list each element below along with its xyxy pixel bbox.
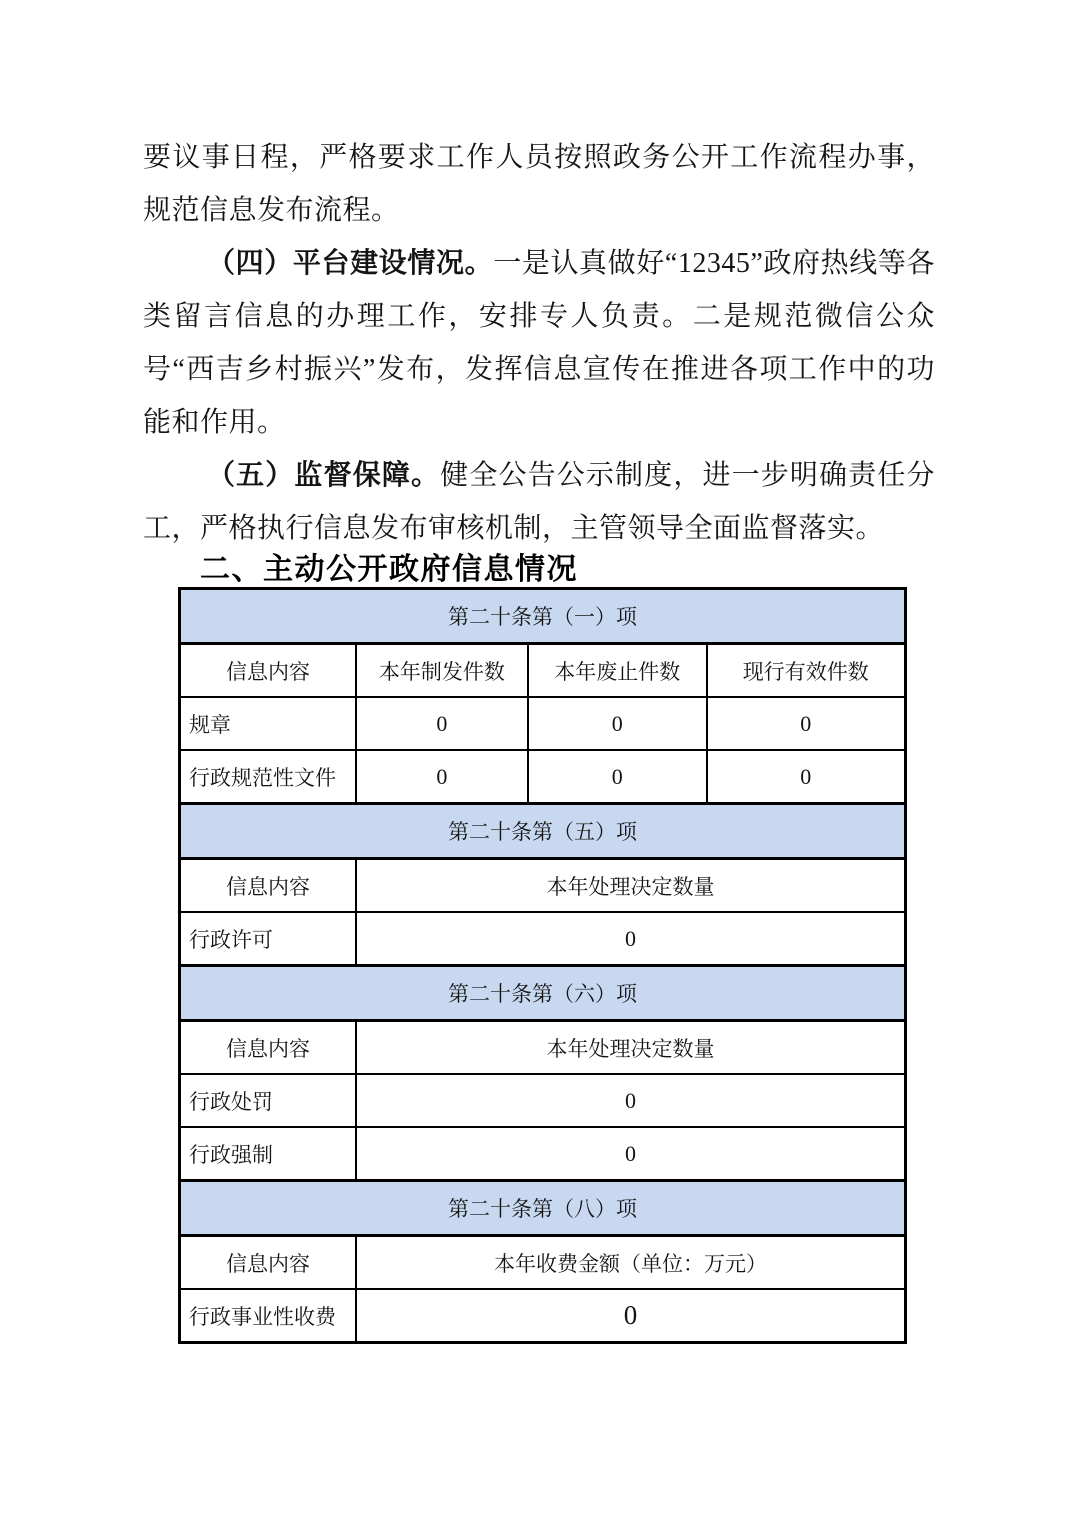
table-row [180, 1236, 906, 1290]
table-cell: 规章 [180, 697, 356, 750]
table-cell: 行政处罚 [180, 1074, 356, 1127]
table-column-header-cell: 信息内容 [180, 1236, 356, 1290]
table-row [180, 804, 906, 859]
table-row [180, 750, 906, 804]
table-section-header-cell: 第二十条第（六）项 [180, 966, 906, 1021]
table-section-header-cell: 第二十条第（五）项 [180, 804, 906, 859]
paragraph-run-bold: （四）平台建设情况。 [207, 248, 494, 279]
table-row [180, 1289, 906, 1343]
table-section-header-cell: 第二十条第（八）项 [180, 1181, 906, 1236]
table-row [180, 644, 906, 698]
table-column-header-cell: 本年收费金额（单位：万元） [356, 1236, 906, 1290]
table-column-header-cell: 现行有效件数 [707, 644, 906, 698]
table-row [180, 1074, 906, 1127]
table-column-header-cell: 信息内容 [180, 1021, 356, 1075]
table-cell: 0 [707, 750, 906, 804]
table-column-header-cell: 本年处理决定数量 [356, 859, 906, 913]
table-cell: 0 [528, 750, 707, 804]
table-cell: 0 [528, 697, 707, 750]
table-column-header-cell: 信息内容 [180, 644, 356, 698]
table-cell: 0 [356, 750, 528, 804]
paragraph-run-bold: （五）监督保障。 [207, 460, 441, 491]
table-row [180, 589, 906, 644]
disclosure-table-body [180, 589, 906, 1343]
table-row [180, 1181, 906, 1236]
body-paragraphs [143, 131, 935, 555]
table-column-header-cell: 本年制发件数 [356, 644, 528, 698]
table-row [180, 1021, 906, 1075]
paragraph-run: 一是认真做好“12345”政府热线等各类留言信息的办理工作，安排专人负责。二是规范微信公众号“西吉乡村振兴”发布，发挥信息宣传在推进各项工作中的功能和作用。 [143, 248, 935, 438]
table-cell: 0 [356, 1074, 906, 1127]
paragraph-run: 健全公告公示制度，进一步明确责任分工，严格执行信息发布审核机制，主管领导全面监督落实。 [143, 460, 935, 544]
table-cell: 0 [356, 1289, 906, 1343]
paragraph [143, 237, 935, 449]
table-row [180, 697, 906, 750]
disclosure-table [178, 587, 907, 1344]
table-column-header-cell: 本年处理决定数量 [356, 1021, 906, 1075]
paragraph [143, 449, 935, 555]
table-row [180, 859, 906, 913]
table-column-header-cell: 信息内容 [180, 859, 356, 913]
table-cell: 行政强制 [180, 1127, 356, 1181]
paragraph-run: 要议事日程，严格要求工作人员按照政务公开工作流程办事，规范信息发布流程。 [143, 142, 935, 226]
table-row [180, 912, 906, 966]
table-cell: 0 [707, 697, 906, 750]
table-cell: 行政规范性文件 [180, 750, 356, 804]
table-cell: 0 [356, 912, 906, 966]
table-column-header-cell: 本年废止件数 [528, 644, 707, 698]
table-cell: 0 [356, 697, 528, 750]
table-section-header-cell: 第二十条第（一）项 [180, 589, 906, 644]
table-cell: 0 [356, 1127, 906, 1181]
table-cell: 行政许可 [180, 912, 356, 966]
section-heading: 二、主动公开政府信息情况 [200, 553, 578, 586]
table-row [180, 966, 906, 1021]
table-cell: 行政事业性收费 [180, 1289, 356, 1343]
table-row [180, 1127, 906, 1181]
paragraph [143, 131, 935, 237]
